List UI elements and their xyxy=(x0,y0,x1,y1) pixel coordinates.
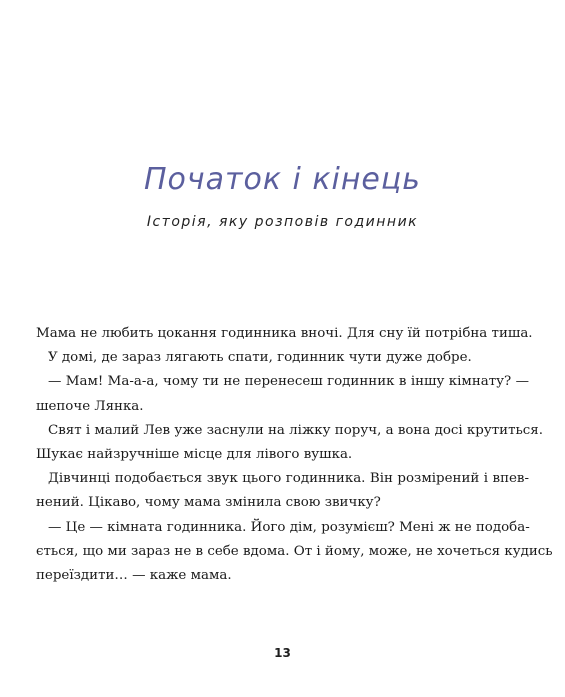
text-line: У домі, де зараз лягають спати, годинник чути дуже добре. xyxy=(48,350,472,366)
text-line: Свят і малий Лев уже заснули на ліжку поруч, а вона досі крутиться. xyxy=(48,422,543,438)
text-line: Мама не любить цокання годинника вночі. Для сну їй потрібна тиша. xyxy=(36,326,533,341)
text-line: — Мам! Ма-а-а, чому ти не перенесеш годинник в іншу кімнату? — xyxy=(48,374,529,390)
body-text xyxy=(36,322,553,588)
text-line: ється, що ми зараз не в себе вдома. От і йому, може, не хочеться кудись xyxy=(36,543,553,559)
text-line: нений. Цікаво, чому мама змінила свою звичку? xyxy=(36,495,381,511)
chapter-title: Початок і кінець xyxy=(143,162,421,197)
text-line: шепоче Лянка. xyxy=(36,398,144,414)
text-line: — Це — кімната годинника. Його дім, розумієш? Мені ж не подоба- xyxy=(48,519,530,535)
text-line: переїздити… — каже мама. xyxy=(36,567,232,583)
text-line: Дівчинці подобається звук цього годинника. Він розмірений і впев- xyxy=(48,471,529,487)
page-number: 13 xyxy=(274,646,291,660)
text-line: Шукає найзручніше місце для лівого вушка. xyxy=(36,446,353,462)
chapter-subtitle: Історія, яку розповів годинник xyxy=(146,214,419,230)
